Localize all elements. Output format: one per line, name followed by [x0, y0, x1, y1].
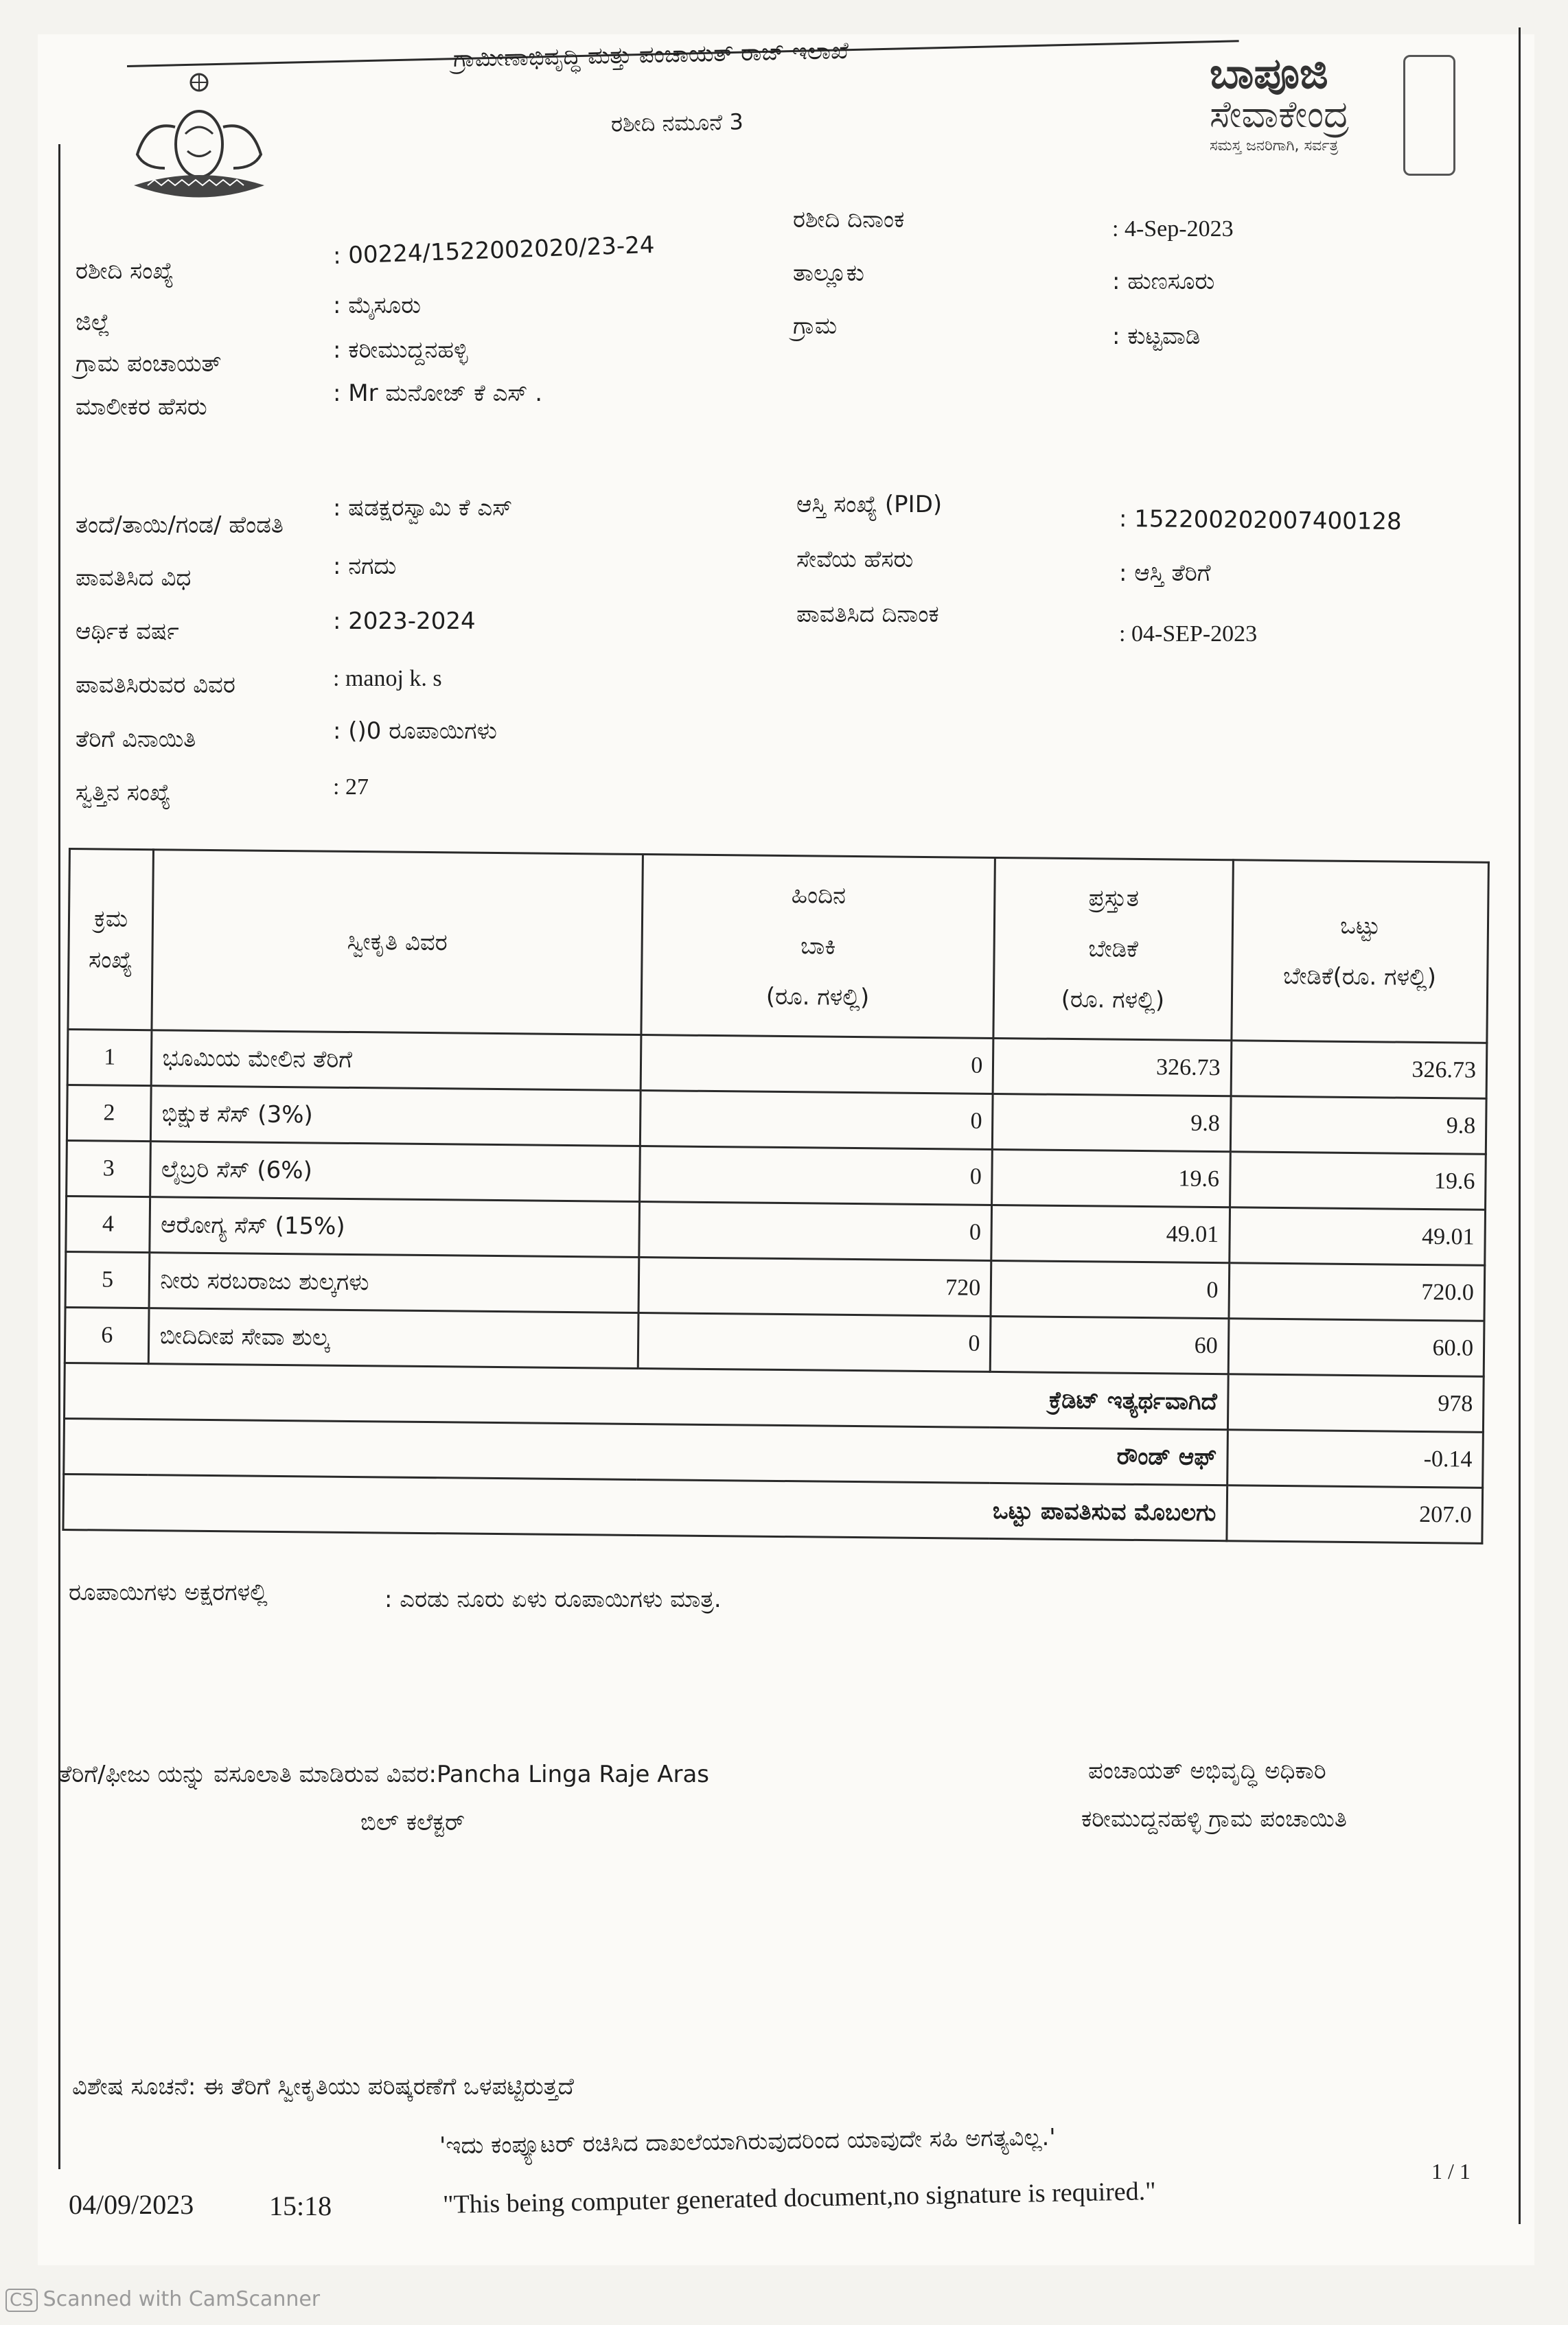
- serial-header-line-1: ಕ್ರಮ: [93, 905, 128, 933]
- print-time: 15:18: [269, 2190, 332, 2221]
- right-border-line: [1519, 27, 1521, 2224]
- row-total-demand: 60.0: [1228, 1319, 1484, 1377]
- row-current-demand: 326.73: [993, 1038, 1231, 1096]
- owner-name-label: ಮಾಲೀಕರ ಹೆಸರು: [76, 393, 207, 421]
- row-total-demand: 9.8: [1230, 1096, 1486, 1155]
- logo-line-3: ಸಮಸ್ತ ಜನರಿಗಾಗಿ, ಸರ್ವತ್ರ: [1210, 137, 1339, 154]
- district-label: ಜಿಲ್ಲೆ: [76, 309, 111, 336]
- logo-figure-icon: [1403, 55, 1455, 176]
- row-serial: 6: [65, 1307, 149, 1363]
- paid-date-value: : 04-SEP-2023: [1119, 621, 1258, 647]
- row-total-demand: 326.73: [1231, 1041, 1487, 1099]
- computer-generated-note-english: "This being computer generated document,no signature is required.": [442, 2177, 1157, 2219]
- row-serial: 1: [67, 1030, 152, 1086]
- logo-line-1: ಬಾಪೂಜಿ: [1210, 48, 1328, 98]
- taluk-value: : ಹುಣಸೂರು: [1112, 268, 1215, 295]
- row-current-demand: 49.01: [991, 1205, 1230, 1262]
- total-payable-value: 207.0: [1226, 1485, 1482, 1544]
- financial-year-label: ಆರ್ಥಿಕ ವರ್ಷ: [76, 618, 179, 645]
- row-total-demand: 19.6: [1230, 1152, 1486, 1210]
- bill-collector-title: ಬಿಲ್ ಕಲೆಕ್ಟರ್: [360, 1809, 465, 1836]
- receipt-number-value: : 00224/1522002020/23-24: [332, 231, 656, 270]
- total-demand-header: [1231, 860, 1488, 1043]
- camscanner-logo-icon: CS: [5, 2289, 38, 2312]
- relation-label: ತಂದೆ/ತಾಯಿ/ಗಂಡ/ ಹೆಂಡತಿ: [76, 511, 284, 539]
- row-previous-due: 720: [638, 1258, 991, 1317]
- credit-settled-value: 978: [1227, 1374, 1484, 1433]
- row-description: ಬೀದಿದೀಪ ಸೇವಾ ಶುಲ್ಕ: [149, 1308, 638, 1369]
- collector-details: ತೆರಿಗೆ/ಫೀಜು ಯನ್ನು ವಸೂಲಾತಿ ಮಾಡಿರುವ ವಿವರ:Pancha Linga Raje Aras: [58, 1761, 710, 1788]
- payment-mode-label: ಪಾವತಿಸಿದ ವಿಧ: [76, 564, 192, 592]
- row-previous-due: 0: [638, 1312, 991, 1372]
- row-current-demand: 19.6: [992, 1149, 1230, 1207]
- row-previous-due: 0: [639, 1202, 992, 1261]
- row-description: ಭೂಮಿಯ ಮೇಲಿನ ತೆರಿಗೆ: [152, 1030, 641, 1091]
- row-current-demand: 60: [991, 1316, 1229, 1374]
- receipt-date-label: ರಶೀದಿ ದಿನಾಂಕ: [793, 206, 905, 233]
- taluk-label: ತಾಲ್ಲೂಕು: [793, 259, 864, 287]
- row-previous-due: 0: [641, 1035, 993, 1094]
- row-previous-due: 0: [640, 1091, 993, 1150]
- row-total-demand: 720.0: [1229, 1263, 1485, 1321]
- row-serial: 3: [67, 1140, 151, 1196]
- karnataka-emblem-icon: [120, 65, 278, 213]
- total-demand-line-2: ಬೇಡಿಕೆ(ರೂ. ಗಳಲ್ಲಿ): [1282, 962, 1437, 992]
- receipt-date-value: : 4-Sep-2023: [1112, 216, 1234, 242]
- row-current-demand: 9.8: [993, 1094, 1231, 1151]
- current-demand-line-2: ಬೇಡಿಕೆ: [1088, 935, 1139, 963]
- round-off-value: -0.14: [1227, 1430, 1483, 1488]
- property-pid-label: ಆಸ್ತಿ ಸಂಖ್ಯೆ (PID): [796, 491, 943, 518]
- financial-year-value: : 2023-2024: [333, 608, 476, 635]
- bapuji-seva-kendra-logo: [1195, 48, 1455, 178]
- row-total-demand: 49.01: [1229, 1207, 1485, 1266]
- current-demand-line-1: ಪ್ರಸ್ತುತ: [1088, 884, 1140, 912]
- form-name: ರಶೀದಿ ನಮೂನೆ 3: [610, 108, 744, 137]
- table-header-row: [68, 849, 1488, 1043]
- payment-mode-value: : ನಗದು: [333, 553, 397, 580]
- receipt-number-label: ರಶೀದಿ ಸಂಖ್ಯೆ: [76, 257, 174, 285]
- current-demand-header: [993, 857, 1233, 1040]
- relation-value: : ಷಡಕ್ಷರಸ್ವಾಮಿ ಕೆ ಎಸ್: [333, 494, 513, 522]
- page-number: 1 / 1: [1431, 2159, 1471, 2184]
- camscanner-watermark: [5, 2287, 320, 2312]
- credit-settled-label: ಕ್ರೆಡಿಟ್ ಇತ್ಯರ್ಥವಾಗಿದೆ: [65, 1363, 1228, 1429]
- previous-due-line-2: ಬಾಕಿ: [800, 932, 836, 960]
- camscanner-text: Scanned with CamScanner: [43, 2287, 321, 2311]
- officer-panchayat: ಕರೀಮುದ್ದನಹಳ್ಳಿ ಗ್ರಾಮ ಪಂಚಾಯಿತಿ: [1081, 1805, 1347, 1833]
- paid-date-label: ಪಾವತಿಸಿದ ದಿನಾಂಕ: [796, 601, 939, 628]
- tax-exemption-value: : ()0 ರೂಪಾಯಿಗಳು: [333, 717, 497, 745]
- officer-designation: ಪಂಚಾಯತ್ ಅಭಿವೃದ್ಧಿ ಅಧಿಕಾರಿ: [1088, 1757, 1326, 1785]
- row-description: ಆರೋಗ್ಯ ಸೆಸ್ (15%): [150, 1197, 639, 1258]
- property-number-value: : 27: [333, 774, 369, 800]
- amount-in-words-label: ರೂಪಾಯಿಗಳು ಅಕ್ಷರಗಳಲ್ಲಿ: [69, 1579, 268, 1606]
- row-serial: 2: [67, 1085, 151, 1141]
- tax-exemption-label: ತೆರಿಗೆ ವಿನಾಯಿತಿ: [76, 726, 196, 753]
- row-serial: 4: [66, 1196, 150, 1252]
- property-number-label: ಸ್ವತ್ತಿನ ಸಂಖ್ಯೆ: [76, 779, 171, 807]
- receipt-table: [62, 848, 1489, 1545]
- service-name-label: ಸೇವೆಯ ಹೆಸರು: [796, 546, 914, 573]
- district-value: : ಮೈಸೂರು: [333, 292, 422, 319]
- serial-header: [68, 849, 154, 1030]
- row-serial: 5: [65, 1251, 150, 1308]
- special-note: ವಿಶೇಷ ಸೂಚನೆ: ಈ ತೆರಿಗೆ ಸ್ವೀಕೃತಿಯು ಪರಿಷ್ಕರಣೆಗೆ ಒಳಪಟ್ಟಿರುತ್ತದೆ: [72, 2073, 574, 2101]
- total-payable-label: ಒಟ್ಟು ಪಾವತಿಸುವ ಮೊಬಲಗು: [63, 1474, 1227, 1540]
- gram-panchayat-value: : ಕರೀಮುದ್ದನಹಳ್ಳಿ: [333, 336, 468, 364]
- row-description: ನೀರು ಸರಬರಾಜು ಶುಲ್ಕಗಳು: [149, 1253, 638, 1313]
- total-demand-line-1: ಒಟ್ಟು: [1339, 912, 1381, 940]
- amount-in-words-value: : ಎರಡು ನೂರು ಏಳು ರೂಪಾಯಿಗಳು ಮಾತ್ರ.: [384, 1586, 722, 1613]
- service-name-value: : ಆಸ್ತಿ ತೆರಿಗೆ: [1119, 559, 1211, 587]
- details-header: ಸ್ವೀಕೃತಿ ವಿವರ: [152, 850, 643, 1035]
- department-title: ಗ್ರಾಮೀಣಾಭಿವೃದ್ಧಿ ಮತ್ತು ಪಂಚಾಯತ್ ರಾಜ್ ಇಲಾಖೆ: [452, 36, 849, 73]
- village-label: ಗ್ರಾಮ: [793, 312, 838, 340]
- print-date: 04/09/2023: [69, 2189, 194, 2220]
- payer-details-value: : manoj k. s: [333, 666, 442, 691]
- current-demand-line-3: (ರೂ. ಗಳಲ್ಲಿ): [1061, 985, 1165, 1015]
- computer-generated-note-kannada: 'ಇದು ಕಂಪ್ಯೂಟರ್ ರಚಿಸಿದ ದಾಖಲೆಯಾಗಿರುವುದರಿಂದ ಯಾವುದೇ ಸಹಿ ಅಗತ್ಯವಿಲ್ಲ.': [439, 2123, 1056, 2160]
- serial-header-line-2: ಸಂಖ್ಯೆ: [88, 946, 133, 974]
- previous-due-header: [641, 855, 995, 1039]
- gram-panchayat-label: ಗ್ರಾಮ ಪಂಚಾಯತ್: [76, 350, 222, 378]
- row-description: ಭಿಕ್ಷುಕ ಸೆಸ್ (3%): [151, 1086, 641, 1146]
- previous-due-line-1: ಹಿಂದಿನ: [791, 881, 846, 910]
- previous-due-line-3: (ರೂ. ಗಳಲ್ಲಿ): [765, 982, 870, 1012]
- row-current-demand: 0: [991, 1260, 1229, 1318]
- row-description: ಲೈಬ್ರರಿ ಸೆಸ್ (6%): [150, 1142, 640, 1202]
- property-pid-value: : 152200202007400128: [1118, 505, 1402, 536]
- owner-name-value: : Mr ಮನೋಜ್ ಕೆ ಎಸ್ .: [333, 380, 543, 407]
- round-off-label: ರೌಂಡ್ ಆಫ್: [64, 1418, 1227, 1485]
- row-previous-due: 0: [639, 1146, 992, 1205]
- payer-details-label: ಪಾವತಿಸಿರುವರ ವಿವರ: [76, 671, 235, 699]
- left-border-line: [58, 144, 60, 2169]
- village-value: : ಕುಟ್ಟವಾಡಿ: [1112, 323, 1201, 350]
- logo-line-2: ಸೇವಾಕೇಂದ್ರ: [1210, 93, 1350, 136]
